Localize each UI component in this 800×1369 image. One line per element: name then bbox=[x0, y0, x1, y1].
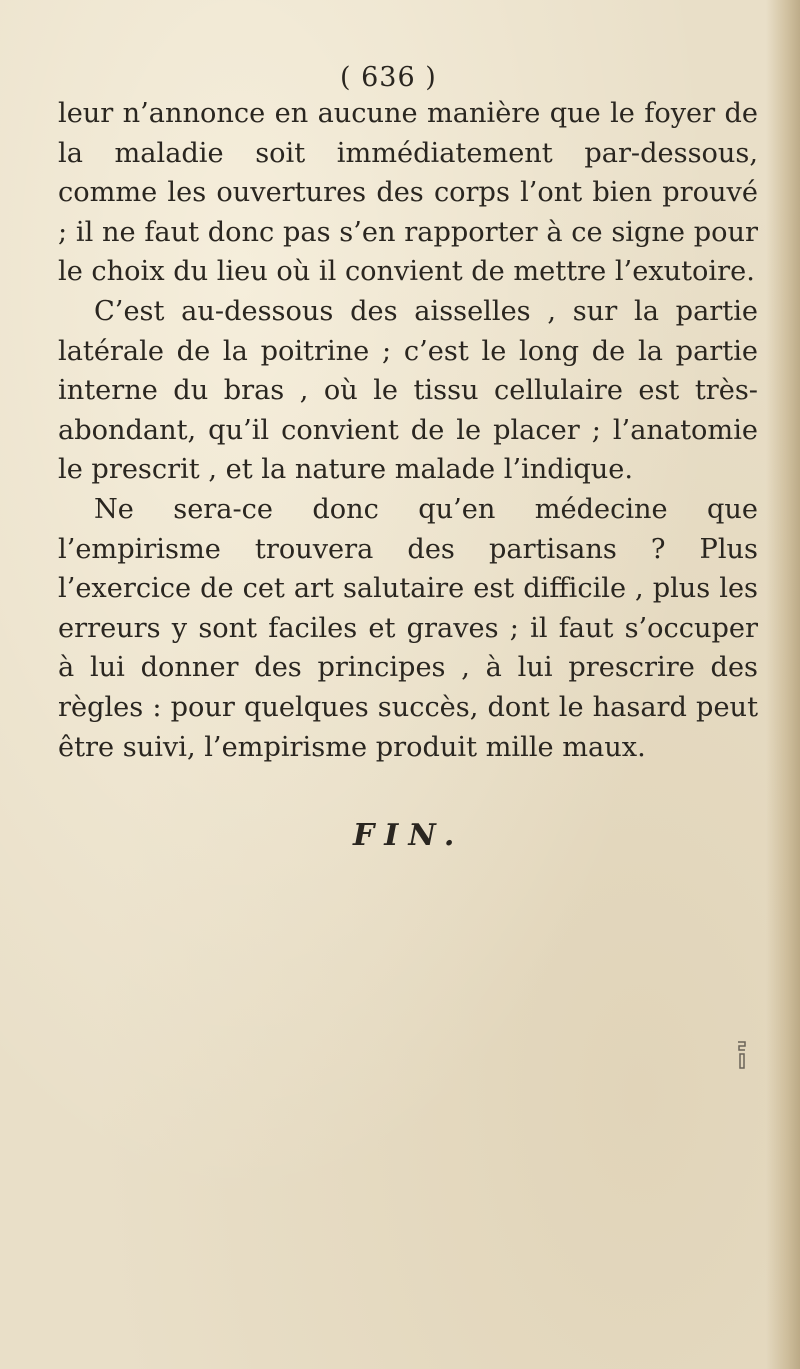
page-edge-shadow bbox=[766, 0, 800, 1369]
closing-fin: FIN. bbox=[353, 818, 465, 853]
paragraph-2: C’est au-dessous des aisselles , sur la partie latérale de la poitrine ; c’est le long de la partie interne du bras , où le tissu cellulaire est très-abondant, qu’il convient de le placer ; l’anatomie le prescrit , et la nature malade l’indique. bbox=[58, 295, 758, 486]
ink-mark-icon bbox=[735, 1040, 749, 1070]
page-number: ( 636 ) bbox=[340, 62, 437, 93]
paragraph-3: Ne sera-ce donc qu’en médecine que l’empirisme trouvera des partisans ? Plus l’exercice de cet art salutaire est difficile , plus les erreurs y sont faciles et graves ; il faut s’occuper à lui donner des principes , à lui prescrire des règles : pour quelques succès, dont le hasard peut être suivi, l’empirisme produit mille maux. bbox=[58, 493, 758, 763]
paragraph-1: leur n’annonce en aucune manière que le foyer de la maladie soit immédiatement par-dessous, comme les ouvertures des corps l’ont bien prouvé ; il ne faut donc pas s’en rapporter à ce signe pour le choix du lieu où il convient de mettre l’exutoire. bbox=[58, 98, 758, 288]
body-text bbox=[58, 94, 758, 767]
